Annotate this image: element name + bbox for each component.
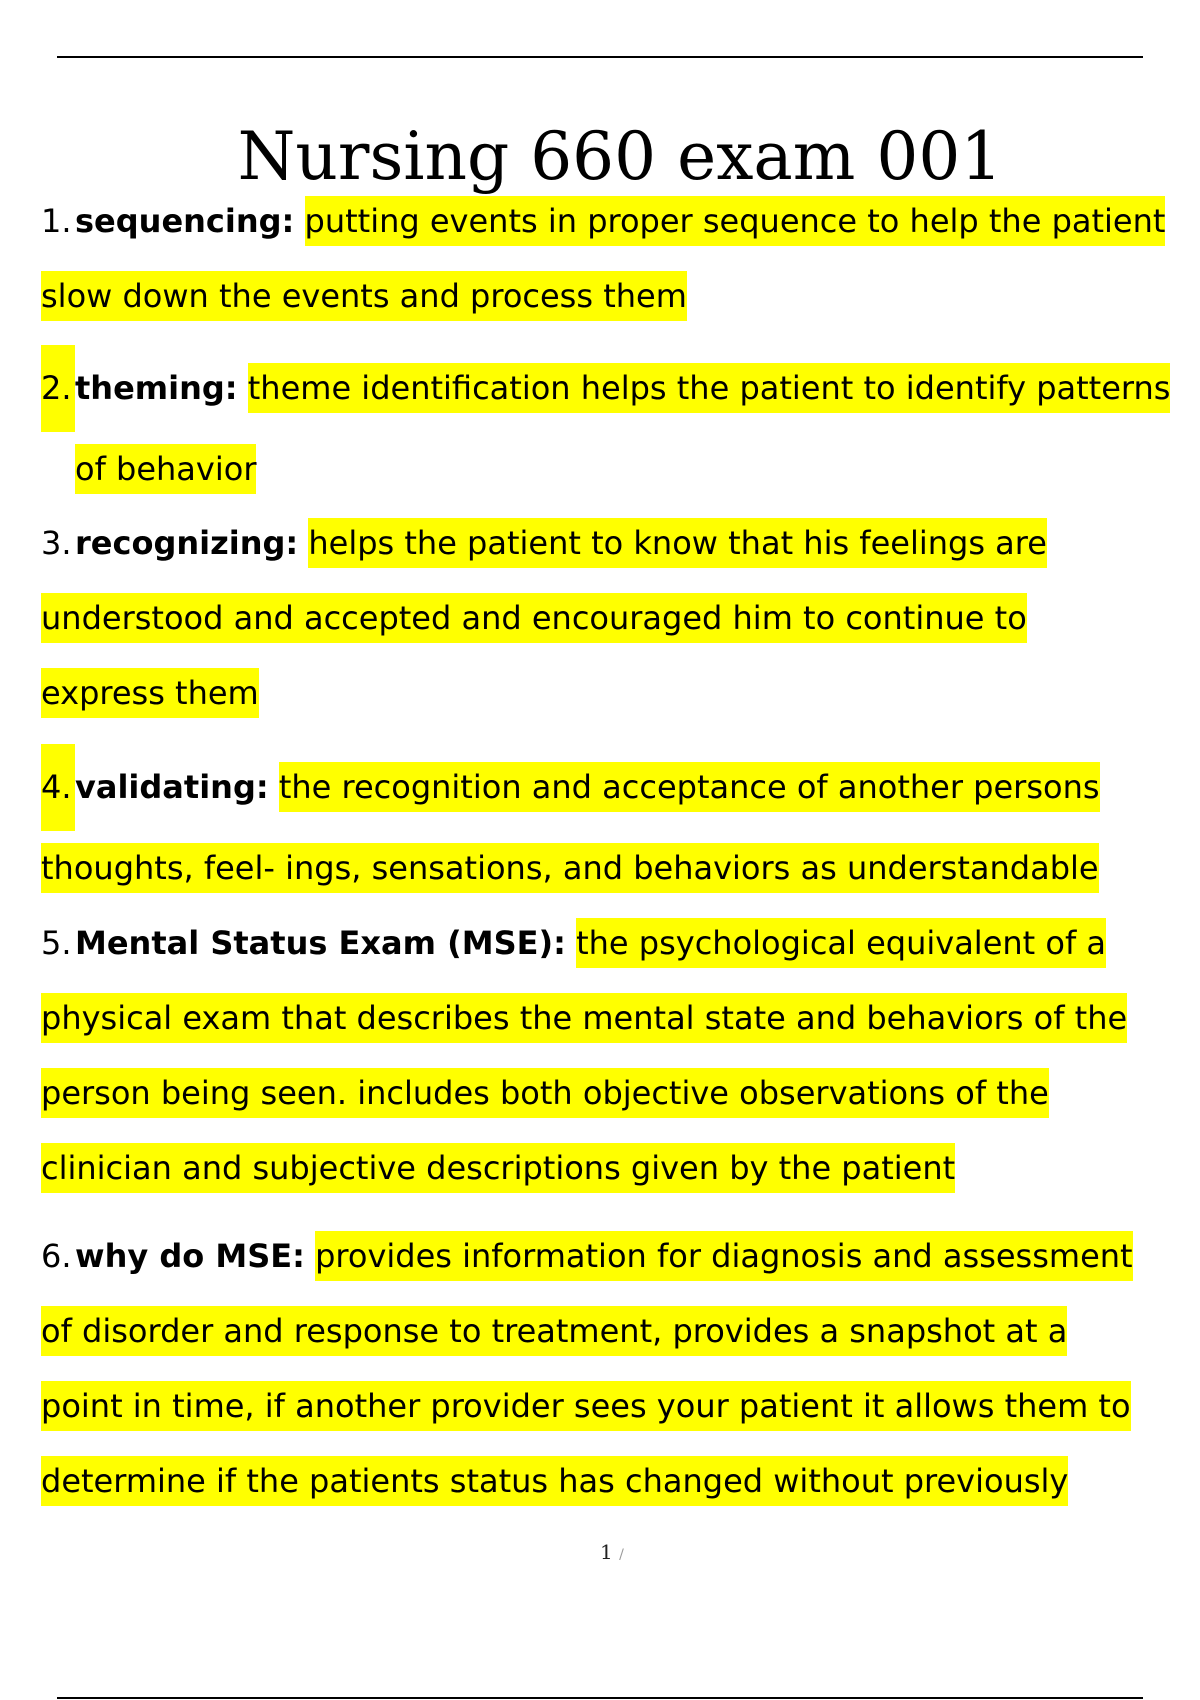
- item-definition-line: provides information for diagnosis and assessment: [315, 1231, 1132, 1281]
- item-definition-line: of disorder and response to treatment, provides a snapshot at a: [41, 1306, 1067, 1356]
- item-number: 6.: [41, 1237, 72, 1275]
- list-item: [41, 345, 1181, 507]
- list-item: [41, 744, 1181, 906]
- top-rule: [57, 56, 1143, 58]
- item-definition-line: physical exam that describes the mental state and behaviors of the: [41, 993, 1127, 1043]
- item-term: recognizing:: [75, 524, 299, 562]
- page-number: [600, 1540, 624, 1564]
- item-term: sequencing:: [75, 202, 295, 240]
- item-term: validating:: [75, 768, 269, 806]
- list-item: [41, 1219, 1181, 1519]
- list-item: [41, 506, 1181, 731]
- bottom-rule: [57, 1697, 1143, 1699]
- item-definition-line: of behavior: [75, 444, 256, 494]
- item-definition-line: helps the patient to know that his feelings are: [308, 518, 1047, 568]
- item-definition-line: person being seen. includes both objective observations of the: [41, 1068, 1049, 1118]
- item-definition-line: determine if the patients status has changed without previously: [41, 1456, 1068, 1506]
- item-definition-line: express them: [41, 668, 259, 718]
- item-definition-line: point in time, if another provider sees your patient it allows them to: [41, 1381, 1131, 1431]
- page-separator: /: [619, 1547, 624, 1563]
- list-item: [41, 184, 1181, 334]
- item-term: why do MSE:: [75, 1237, 305, 1275]
- item-definition-line: putting events in proper sequence to help the patient: [305, 196, 1166, 246]
- list-item: [41, 906, 1181, 1206]
- item-definition-line: clinician and subjective descriptions given by the patient: [41, 1143, 955, 1193]
- item-definition-line: slow down the events and process them: [41, 271, 687, 321]
- item-term: Mental Status Exam (MSE):: [75, 924, 566, 962]
- item-definition-line: thoughts, feel- ings, sensations, and behaviors as understandable: [41, 843, 1099, 893]
- item-definition-line: theme identification helps the patient to identify patterns: [248, 363, 1171, 413]
- item-term: theming:: [75, 369, 238, 407]
- page-number-value: 1: [600, 1540, 613, 1564]
- item-number: 2.: [41, 345, 75, 432]
- document-title: Nursing 660 exam 001: [237, 118, 1003, 195]
- item-number: 4.: [41, 744, 75, 831]
- item-number: 3.: [41, 524, 72, 562]
- item-definition-line: understood and accepted and encouraged him to continue to: [41, 593, 1027, 643]
- item-number: 1.: [41, 202, 72, 240]
- item-definition-line: the psychological equivalent of a: [576, 918, 1106, 968]
- item-definition-line: the recognition and acceptance of another persons: [279, 762, 1100, 812]
- item-number: 5.: [41, 924, 72, 962]
